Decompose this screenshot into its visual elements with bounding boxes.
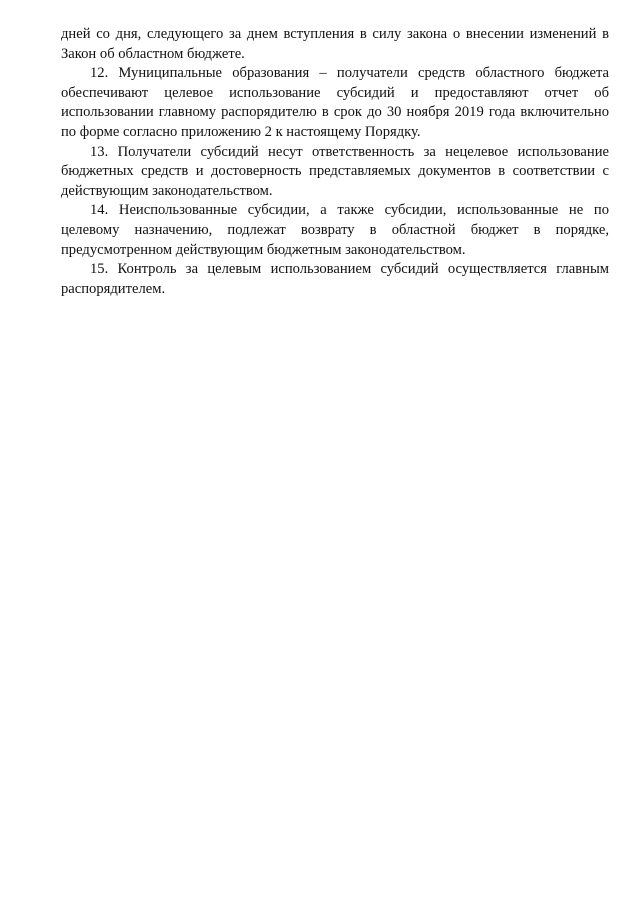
paragraph-item-14: 14. Неиспользованные субсидии, а также субсидии, использованные не по целевому назначению, подлежат возврату в областной бюджет в порядке, предусмотренном действующим бюджетным законодательством. bbox=[61, 202, 609, 258]
paragraph-continuation: дней со дня, следующего за днем вступления в силу закона о внесении изменений в Закон об областном бюджете. bbox=[61, 26, 609, 62]
paragraph-item-15: 15. Контроль за целевым использованием субсидий осуществляется главным распорядителем. bbox=[61, 261, 609, 297]
paragraph-item-13: 13. Получатели субсидий несут ответственность за нецелевое использование бюджетных средств и достоверность представляемых документов в соответствии с действующим законодательством. bbox=[61, 143, 609, 199]
document-page bbox=[61, 25, 609, 299]
paragraph-item-12: 12. Муниципальные образования – получатели средств областного бюджета обеспечивают целевое использование субсидий и предоставляют отчет об использовании главному распорядителю в срок до 30 ноября 2019 года включительно по форме согласно приложению 2 к настоящему Порядку. bbox=[61, 65, 609, 140]
